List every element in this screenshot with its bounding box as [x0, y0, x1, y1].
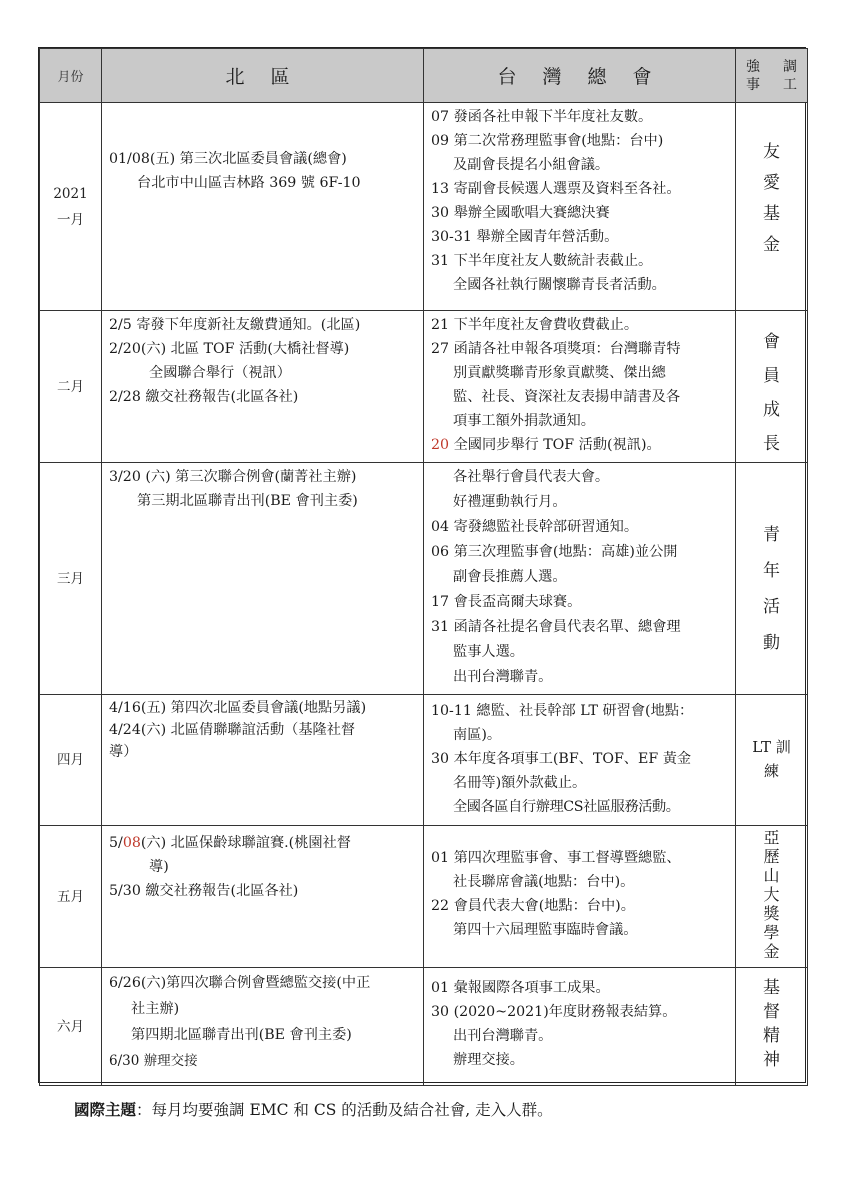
taiwan-item: 06 第三次理監事會(地點：高雄)並公開 — [431, 544, 678, 560]
taiwan-item: 出刊台灣聯青。 — [453, 669, 553, 685]
taiwan-cell — [424, 103, 736, 311]
focus-char: 練 — [763, 762, 779, 780]
north-item: 第四期北區聯青出刊(BE 會刊主委) — [131, 1027, 352, 1043]
taiwan-item: 好禮運動執行月。 — [453, 494, 567, 510]
taiwan-item: 出刊台灣聯青。 — [453, 1028, 553, 1044]
header-focus-char: 事 — [746, 76, 760, 93]
north-item: 3/20 (六) 第三次聯合例會(蘭菁社主辦) — [109, 469, 357, 485]
focus-char: 動 — [763, 633, 780, 653]
taiwan-item: 13 寄副會長候選人選票及資料至各社。 — [431, 181, 681, 197]
focus-char: LT 訓 — [752, 738, 791, 756]
taiwan-item: 監事人選。 — [453, 644, 524, 660]
focus-cell — [736, 463, 808, 695]
taiwan-item: 30-31 舉辦全國青年營活動。 — [431, 229, 619, 245]
taiwan-item: 30 舉辦全國歌唱大賽總決賽 — [431, 205, 610, 221]
month-cell — [40, 695, 102, 826]
taiwan-item: 22 會員代表大會(地點：台中)。 — [431, 898, 635, 914]
focus-char: 精 — [763, 1026, 780, 1046]
focus-char: 督 — [763, 1002, 780, 1022]
north-cell — [102, 103, 424, 311]
north-item: 台北市中山區吉林路 369 號 6F-10 — [137, 175, 361, 191]
taiwan-item: 30 本年度各項事工(BF、TOF、EF 黃金 — [431, 751, 692, 767]
focus-char: 愛 — [763, 173, 780, 193]
table-row-march — [40, 463, 808, 695]
table-row-june — [40, 968, 808, 1086]
focus-char: 學 — [763, 923, 780, 942]
taiwan-item: 07 發函各社申報下半年度社友數。 — [431, 109, 653, 125]
taiwan-item: 01 第四次理監事會、事工督導暨總監、 — [431, 850, 681, 866]
month-label: 一月 — [57, 211, 84, 228]
table-row-april — [40, 695, 808, 826]
north-item: 第三期北區聯青出刊(BE 會刊主委) — [137, 493, 358, 509]
taiwan-item: 南區)。 — [453, 727, 502, 743]
focus-char: 活 — [763, 597, 780, 617]
north-cell — [102, 463, 424, 695]
taiwan-item: 社長聯席會議(地點：台中)。 — [453, 874, 635, 890]
taiwan-item: 30 (2020~2021)年度財務報表結算。 — [431, 1004, 677, 1020]
focus-char: 成 — [763, 400, 780, 420]
focus-cell — [736, 826, 808, 968]
north-cell — [102, 311, 424, 463]
footer-text: ：每月均要強調 EMC 和 CS 的活動及結合社會, 走入人群。 — [136, 1101, 553, 1119]
north-item: 4/24(六) 北區倩聯聯誼活動（基隆社督 — [109, 722, 356, 738]
month-cell — [40, 826, 102, 968]
north-cell — [102, 968, 424, 1086]
focus-char: 友 — [763, 142, 780, 162]
taiwan-item: 監、社長、資深社友表揚申請書及各 — [453, 389, 681, 405]
focus-cell — [736, 103, 808, 311]
focus-char: 金 — [763, 235, 780, 255]
taiwan-item: 10-11 總監、社長幹部 LT 研習會(地點： — [431, 703, 694, 719]
focus-char: 長 — [763, 434, 780, 454]
north-item: 導) — [149, 859, 169, 875]
north-item-text: 5/ — [109, 835, 123, 851]
month-label: 五月 — [57, 888, 84, 905]
header-month: 月份 — [40, 49, 102, 103]
focus-char: 青 — [763, 525, 780, 545]
north-item: 2/5 寄發下年度新社友繳費通知。(北區) — [109, 317, 361, 333]
month-cell — [40, 311, 102, 463]
footer-label: 國際主題 — [74, 1100, 137, 1119]
taiwan-item: 別貢獻獎聯青形象貢獻獎、傑出總 — [453, 365, 666, 381]
month-cell — [40, 463, 102, 695]
month-cell — [40, 968, 102, 1086]
highlighted-date: 08 — [122, 835, 141, 851]
taiwan-cell — [424, 463, 736, 695]
north-cell — [102, 695, 424, 826]
taiwan-cell — [424, 311, 736, 463]
table-row-january — [40, 103, 808, 311]
table-header-row — [40, 49, 808, 103]
focus-char: 員 — [763, 366, 780, 386]
north-item: 導） — [109, 744, 138, 760]
taiwan-item: 名冊等)額外款截止。 — [453, 775, 587, 791]
year-label: 2021 — [53, 185, 88, 202]
taiwan-item: 辦理交接。 — [453, 1052, 524, 1068]
taiwan-item: 01 彙報國際各項事工成果。 — [431, 980, 610, 996]
focus-char: 亞 — [763, 828, 780, 847]
taiwan-item: 及副會長提名小組會議。 — [453, 157, 610, 173]
taiwan-cell — [424, 826, 736, 968]
taiwan-item: 21 下半年度社友會費收費截止。 — [431, 317, 639, 333]
taiwan-cell — [424, 968, 736, 1086]
taiwan-item: 全國各社執行關懷聯青長者活動。 — [453, 277, 666, 293]
north-item: 01/08(五) 第三次北區委員會議(總會) — [109, 151, 347, 167]
focus-char: 山 — [763, 866, 780, 885]
month-label: 四月 — [57, 752, 84, 768]
north-item-text: (六) 北區保齡球聯誼賽.(桃園社督 — [140, 835, 351, 851]
focus-char: 金 — [763, 942, 780, 961]
taiwan-item: 各社舉行會員代表大會。 — [453, 469, 610, 485]
focus-char: 歷 — [763, 847, 780, 866]
north-item: 6/26(六)第四次聯合例會暨總監交接(中正 — [109, 975, 371, 991]
taiwan-item-text: 全國同步舉行 TOF 活動(視訊)。 — [449, 437, 661, 453]
north-item: 2/20(六) 北區 TOF 活動(大橋社督導) — [109, 341, 350, 357]
header-focus-char: 工 — [783, 76, 797, 93]
taiwan-cell — [424, 695, 736, 826]
month-label: 六月 — [57, 1018, 84, 1035]
focus-cell — [736, 695, 808, 826]
taiwan-item: 第四十六屆理監事臨時會議。 — [453, 922, 638, 938]
north-item: 5/30 繳交社務報告(北區各社) — [109, 883, 299, 899]
focus-char: 獎 — [763, 904, 780, 923]
header-north-district: 北 區 — [102, 49, 424, 103]
focus-char: 年 — [763, 561, 780, 581]
north-item — [109, 831, 417, 855]
header-focus-char: 調 — [783, 58, 797, 75]
schedule-table — [39, 48, 808, 1086]
month-label: 三月 — [57, 570, 84, 587]
focus-char: 基 — [763, 978, 780, 998]
taiwan-item — [431, 433, 729, 457]
north-cell — [102, 826, 424, 968]
month-label: 二月 — [57, 378, 84, 395]
footer-note — [74, 1098, 553, 1120]
schedule-table-frame — [38, 47, 806, 1083]
highlighted-date: 20 — [431, 437, 450, 453]
month-cell — [40, 103, 102, 311]
north-item: 2/28 繳交社務報告(北區各社) — [109, 389, 299, 405]
north-item: 4/16(五) 第四次北區委員會議(地點另議) — [109, 700, 367, 716]
header-taiwan-association: 台 灣 總 會 — [424, 49, 736, 103]
table-row-february — [40, 311, 808, 463]
header-focus-project — [736, 49, 808, 103]
taiwan-item: 副會長推薦人選。 — [453, 569, 567, 585]
north-item: 社主辦) — [131, 1001, 180, 1017]
table-row-may — [40, 826, 808, 968]
header-focus-char: 強 — [746, 58, 760, 75]
focus-cell — [736, 968, 808, 1086]
taiwan-item: 31 函請各社提名會員代表名單、總會理 — [431, 619, 681, 635]
focus-cell — [736, 311, 808, 463]
focus-char: 基 — [763, 204, 780, 224]
focus-char: 會 — [763, 332, 780, 352]
taiwan-item: 31 下半年度社友人數統計表截止。 — [431, 253, 653, 269]
taiwan-item: 27 函請各社申報各項獎項：台灣聯青特 — [431, 341, 681, 357]
north-item: 全國聯合舉行（視訊） — [149, 365, 291, 381]
taiwan-item: 項事工額外捐款通知。 — [453, 413, 595, 429]
focus-char: 神 — [763, 1050, 780, 1070]
focus-char: 大 — [763, 885, 780, 904]
taiwan-item: 17 會長盃高爾夫球賽。 — [431, 594, 582, 610]
taiwan-item: 04 寄發總監社長幹部研習通知。 — [431, 519, 639, 535]
north-item: 6/30 辦理交接 — [109, 1053, 198, 1069]
taiwan-item: 全國各區自行辦理CS社區服務活動。 — [453, 799, 680, 815]
taiwan-item: 09 第二次常務理監事會(地點：台中) — [431, 133, 664, 149]
